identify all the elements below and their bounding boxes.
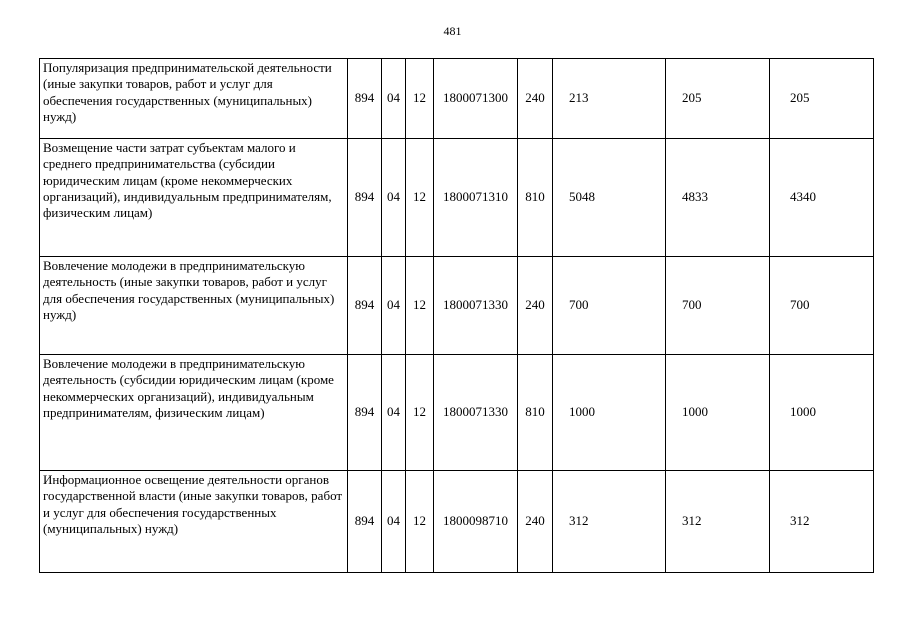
- expense-type-code: 240: [518, 471, 553, 573]
- table-row: [40, 355, 874, 471]
- row-description: Вовлечение молодежи в предпринимательскую деятельность (иные закупки товаров, работ и услуг для обеспечения государственных (муниципальных) нужд): [40, 257, 348, 355]
- target-article-code: 1800071310: [434, 139, 518, 257]
- row-description: Вовлечение молодежи в предпринимательскую деятельность (субсидии юридическим лицам (кроме некоммерческих организаций), индивидуальным предпринимателям, физическим лицам): [40, 355, 348, 471]
- ministry-code: 894: [348, 471, 382, 573]
- section-code: 04: [382, 471, 406, 573]
- subsection-code: 12: [406, 139, 434, 257]
- row-description: Информационное освещение деятельности органов государственной власти (иные закупки товаров, работ и услуг для обеспечения государственных (муниципальных) нужд): [40, 471, 348, 573]
- row-description: Возмещение части затрат субъектам малого и среднего предпринимательства (субсидии юридическим лицам (кроме некоммерческих организаций), индивидуальным предпринимателям, физическим лицам): [40, 139, 348, 257]
- section-code: 04: [382, 59, 406, 139]
- subsection-code: 12: [406, 355, 434, 471]
- amount-year-1: 5048: [553, 139, 666, 257]
- expense-type-code: 810: [518, 139, 553, 257]
- table-row: [40, 257, 874, 355]
- amount-year-3: 205: [770, 59, 874, 139]
- ministry-code: 894: [348, 355, 382, 471]
- target-article-code: 1800071300: [434, 59, 518, 139]
- page-number: 481: [443, 24, 462, 38]
- row-description: Популяризация предпринимательской деятельности (иные закупки товаров, работ и услуг для обеспечения государственных (муниципальных) нужд): [40, 59, 348, 139]
- amount-year-2: 312: [666, 471, 770, 573]
- ministry-code: 894: [348, 139, 382, 257]
- target-article-code: 1800071330: [434, 355, 518, 471]
- target-article-code: 1800098710: [434, 471, 518, 573]
- amount-year-2: 205: [666, 59, 770, 139]
- amount-year-1: 213: [553, 59, 666, 139]
- amount-year-1: 700: [553, 257, 666, 355]
- amount-year-3: 1000: [770, 355, 874, 471]
- expense-type-code: 240: [518, 59, 553, 139]
- ministry-code: 894: [348, 59, 382, 139]
- section-code: 04: [382, 139, 406, 257]
- ministry-code: 894: [348, 257, 382, 355]
- subsection-code: 12: [406, 257, 434, 355]
- amount-year-1: 312: [553, 471, 666, 573]
- expense-type-code: 240: [518, 257, 553, 355]
- amount-year-2: 1000: [666, 355, 770, 471]
- table-row: [40, 59, 874, 139]
- section-code: 04: [382, 355, 406, 471]
- budget-table: [39, 58, 874, 573]
- subsection-code: 12: [406, 471, 434, 573]
- subsection-code: 12: [406, 59, 434, 139]
- amount-year-2: 700: [666, 257, 770, 355]
- section-code: 04: [382, 257, 406, 355]
- target-article-code: 1800071330: [434, 257, 518, 355]
- expense-type-code: 810: [518, 355, 553, 471]
- amount-year-1: 1000: [553, 355, 666, 471]
- table-row: [40, 139, 874, 257]
- amount-year-3: 312: [770, 471, 874, 573]
- table-row: [40, 471, 874, 573]
- amount-year-3: 700: [770, 257, 874, 355]
- amount-year-3: 4340: [770, 139, 874, 257]
- amount-year-2: 4833: [666, 139, 770, 257]
